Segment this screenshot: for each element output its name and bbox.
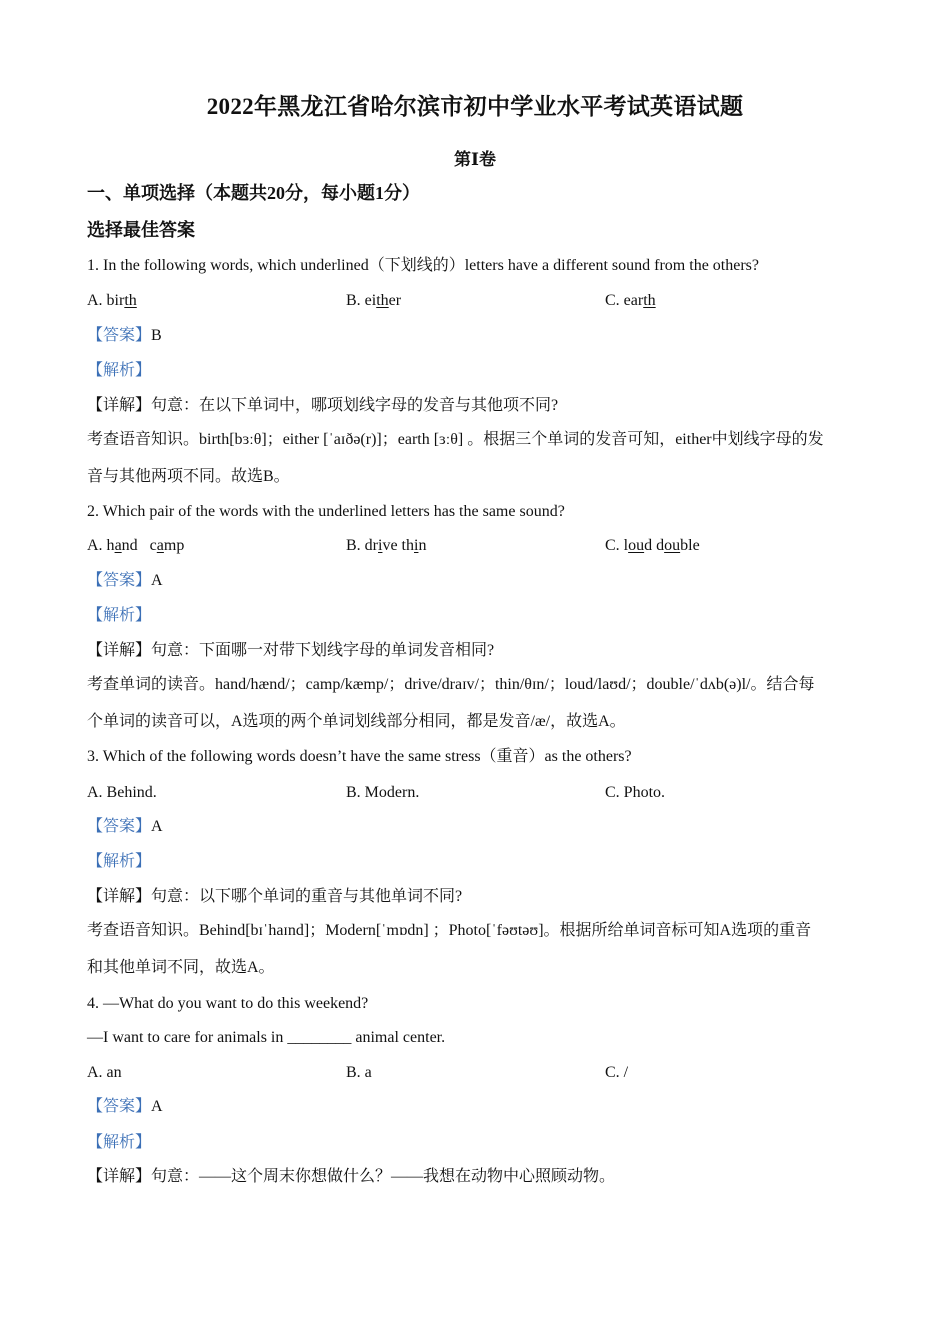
question-1-option-c: C. earth (605, 292, 656, 309)
question-2-detail: 【详解】句意：下面哪一对带下划线字母的单词发音相同? (87, 642, 495, 659)
volume-label: 第Ⅰ卷 (454, 150, 496, 169)
question-1-answer: 【答案】B (87, 327, 162, 344)
question-2-explanation-line-1: 考查单词的读音。hand/hænd/；camp/kæmp/；drive/draɪv/；thin/θɪn/；loud/laʊd/；double/ˈdʌb(ə)l/。结合每 (87, 676, 815, 693)
question-2-option-b: B. drive thin (346, 537, 427, 554)
question-4-option-c: C. / (605, 1064, 629, 1081)
question-4-stem: 4. —What do you want to do this weekend? (87, 995, 369, 1012)
question-2-analysis-label: 【解析】 (87, 607, 152, 624)
question-3-explanation-line-2: 和其他单词不同，故选A。 (87, 959, 275, 976)
question-3-option-a: A. Behind. (87, 784, 157, 801)
question-2-answer: 【答案】A (87, 572, 163, 589)
question-2-option-a: A. hand camp (87, 537, 185, 554)
question-3-stem: 3. Which of the following words doesn’t have the same stress（重音）as the others? (87, 748, 632, 765)
exam-title: 2022年黑龙江省哈尔滨市初中学业水平考试英语试题 (206, 94, 744, 119)
question-3-option-c: C. Photo. (605, 784, 666, 801)
question-1-explanation-line-2: 音与其他两项不同。故选B。 (87, 468, 290, 485)
question-3-option-b: B. Modern. (346, 784, 420, 801)
question-4-analysis-label: 【解析】 (87, 1134, 152, 1151)
question-1-option-b: B. either (346, 292, 402, 309)
question-4-option-a: A. an (87, 1064, 122, 1081)
question-1-stem: 1. In the following words, which underlined（下划线的）letters have a different sound from the others? (87, 257, 759, 274)
section-subheading: 选择最佳答案 (87, 220, 195, 240)
question-4-detail: 【详解】句意：——这个周末你想做什么？——我想在动物中心照顾动物。 (87, 1168, 616, 1185)
question-3-analysis-label: 【解析】 (87, 853, 152, 870)
section-heading: 一、单项选择（本题共20分，每小题1分） (87, 183, 420, 203)
question-4-option-b: B. a (346, 1064, 372, 1081)
question-1-explanation-line-1: 考查语音知识。birth[bɜːθ]；either [ˈaɪðə(r)]；earth [ɜːθ] 。根据三个单词的发音可知，either中划线字母的发 (87, 431, 824, 448)
question-4-stem-reply: —I want to care for animals in ________ animal center. (87, 1029, 446, 1046)
question-2-explanation-line-2: 个单词的读音可以，A选项的两个单词划线部分相同，都是发音/æ/，故选A。 (87, 713, 626, 730)
question-1-detail: 【详解】句意：在以下单词中，哪项划线字母的发音与其他项不同? (87, 397, 559, 414)
question-3-answer: 【答案】A (87, 818, 163, 835)
question-3-explanation-line-1: 考查语音知识。Behind[bɪˈhaɪnd]；Modern[ˈmɒdn] ；Photo[ˈfəʊtəʊ]。根据所给单词音标可知A选项的重音 (87, 922, 812, 939)
question-4-answer: 【答案】A (87, 1098, 163, 1115)
question-2-stem: 2. Which pair of the words with the underlined letters has the same sound? (87, 503, 565, 520)
question-2-option-c: C. loud double (605, 537, 700, 554)
question-1-option-a: A. birth (87, 292, 137, 309)
question-1-analysis-label: 【解析】 (87, 362, 152, 379)
question-3-detail: 【详解】句意：以下哪个单词的重音与其他单词不同? (87, 888, 463, 905)
